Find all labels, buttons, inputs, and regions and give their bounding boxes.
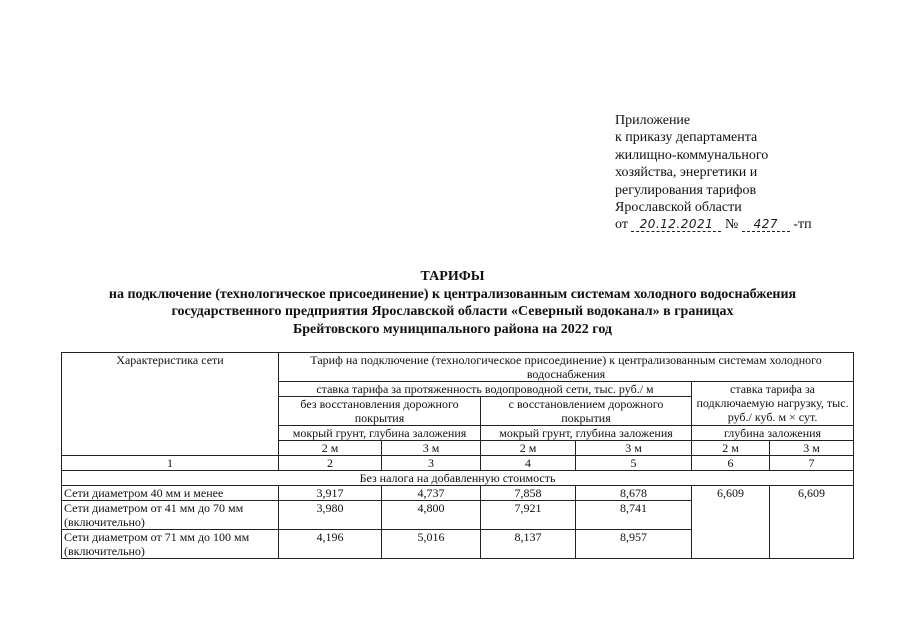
appendix-line: регулирования тарифов <box>615 182 757 198</box>
column-number: 6 <box>692 456 770 471</box>
header-depth-value: 2 м <box>279 441 382 456</box>
header-rate-load: ставка тарифа за подключаемую нагрузку, тыс. руб./ куб. м × сут. <box>692 382 854 426</box>
tariffs-table <box>61 352 854 559</box>
row-value: 4,737 <box>382 486 481 501</box>
header-wet-soil: мокрый грунт, глубина заложения <box>481 426 692 441</box>
order-number: 427 <box>742 218 790 232</box>
column-number: 1 <box>62 456 279 471</box>
row-value: 8,678 <box>576 486 692 501</box>
title-line: Брейтовского муниципального района на 2022 год <box>293 321 612 337</box>
header-tariff: Тариф на подключение (технологическое присоединение) к централизованным системам холодного водоснабжения <box>279 353 854 382</box>
appendix-line: к приказу департамента <box>615 130 758 146</box>
row-value: 4,800 <box>382 501 481 530</box>
header-depth-value: 2 м <box>692 441 770 456</box>
appendix-line: жилищно-коммунального <box>615 147 769 163</box>
row-value: 3,917 <box>279 486 382 501</box>
appendix-line: хозяйства, энергетики и <box>615 165 758 181</box>
document-title <box>40 268 865 338</box>
header-depth-value: 3 м <box>576 441 692 456</box>
section-label: Без налога на добавленную стоимость <box>62 471 854 486</box>
row-value: 8,741 <box>576 501 692 530</box>
appendix-line: Приложение <box>615 113 691 128</box>
row-name: Сети диаметром от 41 мм до 70 мм (включительно) <box>62 501 279 530</box>
order-date: 20.12.2021 <box>631 218 721 232</box>
from-label: от <box>615 217 628 233</box>
appendix-line: Ярославской области <box>615 200 742 216</box>
row-name: Сети диаметром от 71 мм до 100 мм (включительно) <box>62 530 279 559</box>
row-value: 3,980 <box>279 501 382 530</box>
title-line: на подключение (технологическое присоединение) к централизованным системам холодного водоснабжения <box>108 286 797 302</box>
column-number: 2 <box>279 456 382 471</box>
number-label: № <box>724 217 739 233</box>
title-heading: ТАРИФЫ <box>420 269 485 284</box>
row-value: 5,016 <box>382 530 481 559</box>
column-number: 5 <box>576 456 692 471</box>
column-number: 3 <box>382 456 481 471</box>
load-rate-value: 6,609 <box>770 486 854 559</box>
row-value: 4,196 <box>279 530 382 559</box>
row-value: 8,137 <box>481 530 576 559</box>
header-rate-length: ставка тарифа за протяженность водопроводной сети, тыс. руб./ м <box>279 382 692 397</box>
header-characteristic: Характеристика сети <box>62 353 279 456</box>
table-row <box>62 486 854 501</box>
header-wet-soil: мокрый грунт, глубина заложения <box>279 426 481 441</box>
load-rate-value: 6,609 <box>692 486 770 559</box>
row-name: Сети диаметром 40 мм и менее <box>62 486 279 501</box>
column-number: 4 <box>481 456 576 471</box>
row-value: 7,921 <box>481 501 576 530</box>
column-number: 7 <box>770 456 854 471</box>
row-value: 7,858 <box>481 486 576 501</box>
header-depth-value: 2 м <box>481 441 576 456</box>
header-depth: глубина заложения <box>692 426 854 441</box>
header-without-restoration: без восстановления дорожного покрытия <box>279 397 481 426</box>
header-with-restoration: с восстановлением дорожного покрытия <box>481 397 692 426</box>
title-line: государственного предприятия Ярославской области «Северный водоканал» в границах <box>171 304 734 319</box>
order-suffix: -тп <box>793 217 812 233</box>
appendix-block <box>615 112 875 234</box>
row-value: 8,957 <box>576 530 692 559</box>
order-date-line <box>615 216 875 233</box>
header-depth-value: 3 м <box>770 441 854 456</box>
header-depth-value: 3 м <box>382 441 481 456</box>
